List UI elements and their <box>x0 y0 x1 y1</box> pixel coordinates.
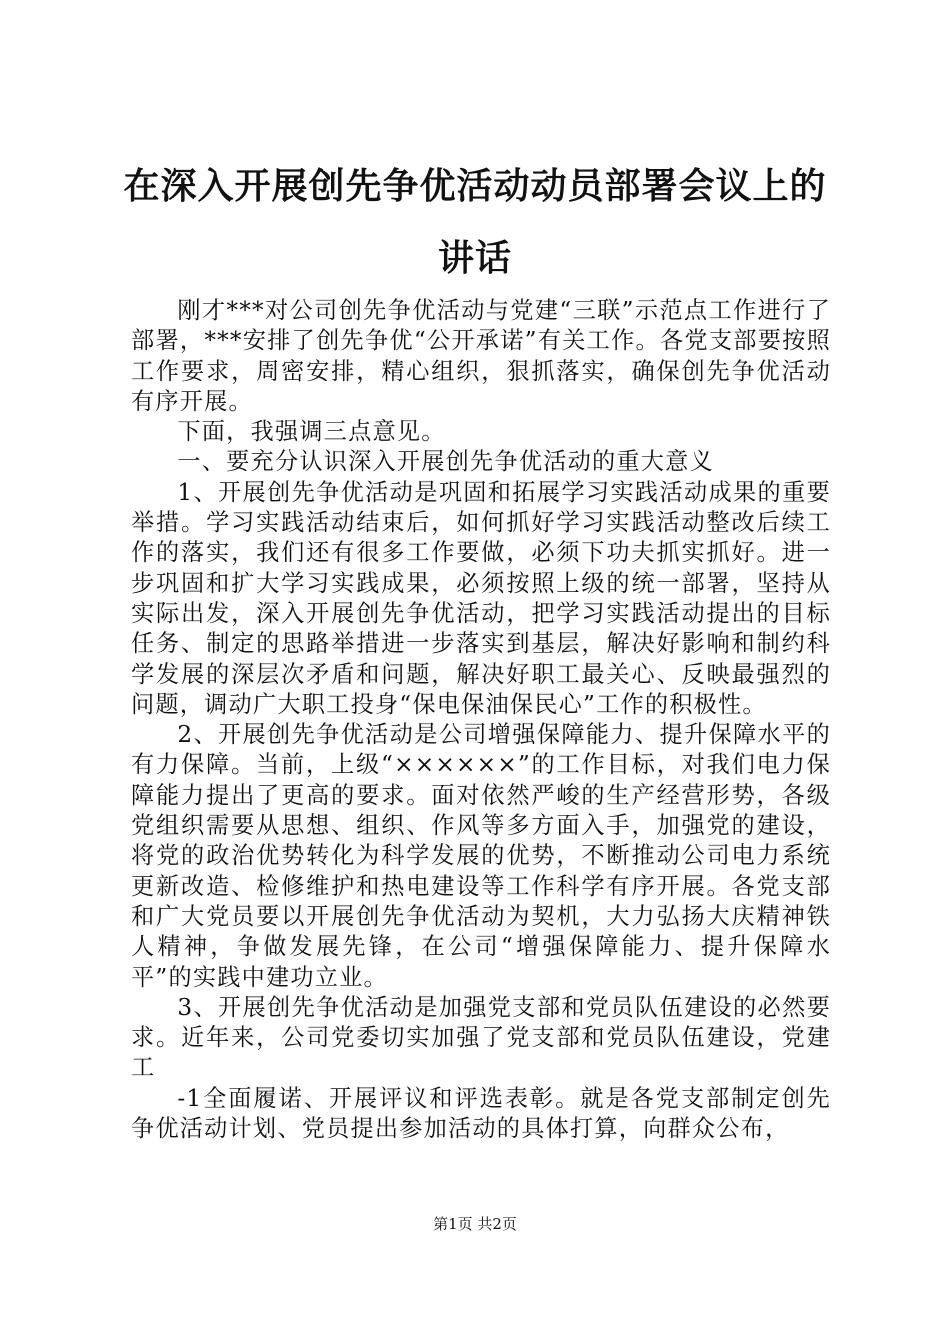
section-heading-1: 一、要充分认识深入开展创先争优活动的重大意义 <box>177 448 714 476</box>
paragraph-continuation: -1全面履诺、开展评议和评选表彰。就是各党支部制定创先争优活动计划、党员提出参加活动的具体打算，向群众公布， <box>131 1084 831 1143</box>
paragraph-point-3: 3、开展创先争优活动是加强党支部和党员队伍建设的必然要求。近年来，公司党委切实加强了党支部和党员队伍建设，党建工 <box>131 993 831 1082</box>
document-title: 在深入开展创先争优活动动员部署会议上的讲话 <box>123 165 827 279</box>
document-body <box>131 296 831 1144</box>
paragraph-point-2: 2、开展创先争优活动是公司增强保障能力、提升保障水平的有力保障。当前，上级“××××××”的工作目标，对我们电力保障能力提出了更高的要求。面对依然严峻的生产经营形势，各级党组织需要从思想、组织、作风等多方面入手，加强党的建设，将党的政治优势转化为科学发展的优势，不断推动公司电力系统更新改造、检修维护和热电建设等工作科学有序开展。各党支部和广大党员要以开展创先争优活动为契机，大力弘扬大庆精神铁人精神，争做发展先锋，在公司“增强保障能力、提升保障水平”的实践中建功立业。 <box>131 721 831 991</box>
paragraph-transition: 下面，我强调三点意见。 <box>177 418 446 446</box>
paragraph-intro: 刚才***对公司创先争优活动与党建“三联”示范点工作进行了部署，***安排了创先争优“公开承诺”有关工作。各党支部要按照工作要求，周密安排，精心组织，狠抓落实，确保创先争优活动有序开展。 <box>131 297 831 415</box>
page-footer: 第1页 共2页 <box>433 1215 517 1233</box>
paragraph-point-1: 1、开展创先争优活动是巩固和拓展学习实践活动成果的重要举措。学习实践活动结束后，如何抓好学习实践活动整改后续工作的落实，我们还有很多工作要做，必须下功夫抓实抓好。进一步巩固和扩大学习实践成果，必须按照上级的统一部署，坚持从实际出发，深入开展创先争优活动，把学习实践活动提出的目标任务、制定的思路举措进一步落实到基层，解决好影响和制约科学发展的深层次矛盾和问题，解决好职工最关心、反映最强烈的问题，调动广大职工投身“保电保油保民心”工作的积极性。 <box>131 478 831 718</box>
